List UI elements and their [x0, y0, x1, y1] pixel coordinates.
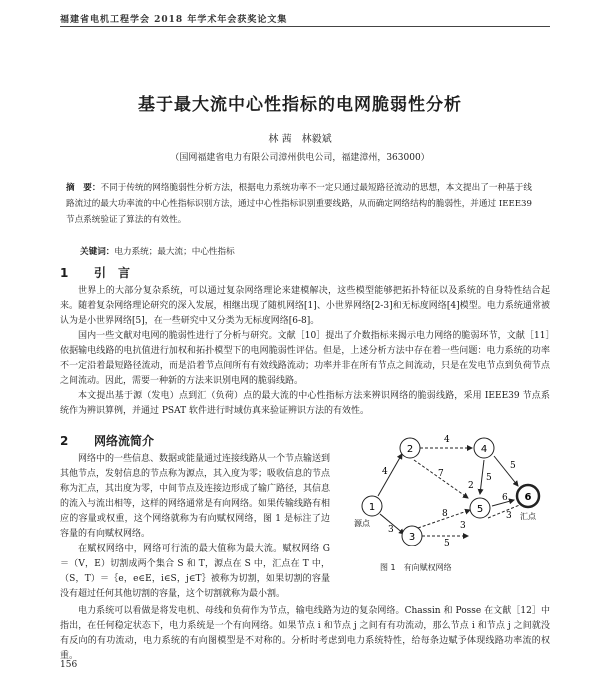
section-2-body-full	[60, 604, 550, 664]
node-3	[402, 526, 422, 546]
node-label: 6	[524, 492, 532, 503]
section-2-title: 网络流简介	[94, 434, 155, 448]
abstract	[66, 180, 532, 228]
paper-title: 基于最大流中心性指标的电网脆弱性分析	[138, 95, 462, 115]
page-number: 156	[60, 660, 78, 670]
abstract-text: 不同于传统的网络脆弱性分析方法，根据电力系统功率不一定只通过最短路径流动的思想，本文提出了一种基于线路流过的最大功率流的中心性指标识别方法，通过中心性指标识别重要线路，从而确定网络结构的脆弱性，并通过 IEEE39 节点系统验证了算法的有效性。	[66, 183, 532, 225]
edge-weight: 6	[502, 493, 508, 503]
edge-weight: 4	[382, 467, 388, 477]
section-1-paragraph: 世界上的大部分复杂系统，可以通过复杂网络理论来建模解决，这些模型能够把拓扑特征以及系统的自身特性结合起来。随着复杂网络理论研究的深入发展，相继出现了随机网络[1]、小世界网络[2-3]和无标度网络[4]模型。电力系统通常被认为是小世界网络[5]，在一些研究中又分类为无标度网络[6-8]。	[60, 286, 550, 326]
edge-weight: 3	[388, 525, 394, 535]
node-label: 1	[368, 502, 376, 513]
section-2-number: 2	[60, 434, 69, 448]
edge-weight: 8	[442, 509, 448, 519]
node-label: 2	[406, 444, 414, 455]
edge-weight: 4	[444, 435, 450, 445]
section-1-paragraph: 本文提出基于源（发电）点到汇（负荷）点的最大流的中心性指标方法来辨识网络的脆弱线路，采用 IEEE39 节点系统作为辨识算例，并通过 PSAT 软件进行时域仿真来验证辨识方法的有效性。	[60, 391, 550, 416]
header-rule	[60, 26, 550, 27]
node-6	[517, 485, 539, 507]
edge-weight: 5	[444, 539, 450, 546]
edge-4-5	[480, 460, 484, 494]
section-2-body-left	[60, 452, 330, 602]
edge-weight: 5	[486, 473, 492, 483]
section-1-paragraph: 国内一些文献对电网的脆弱性进行了分析与研究。文献［10］提出了介数指标来揭示电力网络的脆弱环节，文献［11］依据输电线路的电抗值进行加权和拓扑模型下的电网脆弱性评估。但是，上述分析方法中存在着一些问题：电力系统的功率不一定沿着最短路径流动，而是沿着节点间所有有效线路流动；功率并非在所有节点之间流动，只是在发电节点到负荷节点之间流动。因此，需要一种新的方法来识别电网的脆弱线路。	[60, 331, 550, 386]
node-1	[362, 496, 382, 516]
running-header: 福建省电机工程学会 2018 年学术年会获奖论文集	[60, 15, 288, 25]
section-2-paragraph: 在赋权网络中，网络可行流的最大值称为最大流。赋权网络 G＝（V，E）切割成两个集合 S 和 T，源点在 S 中，汇点在 T 中，（S，T）＝｛e，e∈E，i∈S，j∈T｝被称为切割，如果切割的容量没有超过任何其他切割的容量，这个切割就称为最小割。	[60, 544, 330, 599]
paper-affiliation: （国网福建省电力有限公司漳州供电公司，福建漳州，363000）	[170, 153, 430, 163]
node-label: 5	[476, 504, 484, 515]
node-label: 4	[480, 444, 488, 455]
section-1-heading	[60, 264, 130, 281]
abstract-label: 摘 要：	[66, 183, 101, 193]
node-5	[470, 498, 490, 518]
node-2	[400, 438, 420, 458]
edge-weight: 5	[510, 461, 516, 471]
keywords-text: 电力系统；最大流；中心性指标	[114, 247, 235, 257]
edge-weight: 3	[460, 521, 466, 531]
edge-2-5	[414, 460, 468, 498]
source-label: 源点	[354, 519, 370, 528]
keywords-label: 关键词：	[80, 247, 115, 257]
section-2-heading	[60, 432, 154, 449]
section-2-paragraph: 电力系统可以看做是将发电机、母线和负荷作为节点，输电线路为边的复杂网络。Chassin 和 Posse 在文献［12］中指出，在任何稳定状态下，电力系统是一个有向网络。如果节点 i 和节点 j 之间有有功流动，那么节点 i 和节点 j 之间就没有反向的有功流动，电力系统的有向图模型是不对称的。分析时考虑到电力系统特性，给每条边赋予体现线路功率流的权重。	[60, 606, 550, 661]
edge-weight: 7	[438, 469, 444, 479]
section-2-paragraph: 网络中的一些信息、数据或能量通过连接线路从一个节点输送到其他节点，发射信息的节点称为源点，其入度为零；吸收信息的节点称为汇点，其出度为零，中间节点及连接边形成了输广路径，其信息的流入与流出相等，这样的网络通常是有向网络。如果传输线路有相应的容量或权重，这个网络就称为有向赋权网络，图 1 是标注了边容量的有向赋权网络。	[60, 454, 331, 539]
edge-weight: 2	[468, 481, 474, 491]
section-1-title: 引 言	[94, 266, 131, 280]
node-4	[474, 438, 494, 458]
paper-authors: 林 茜 林毅斌	[268, 134, 332, 145]
section-1-number: 1	[60, 266, 69, 280]
keywords	[80, 245, 530, 257]
network-figure	[340, 376, 550, 546]
node-label: 3	[408, 532, 416, 543]
figure-caption: 图 1 有向赋权网络	[380, 563, 452, 572]
edge-weight: 3	[506, 511, 512, 521]
sink-label: 汇点	[520, 512, 536, 521]
